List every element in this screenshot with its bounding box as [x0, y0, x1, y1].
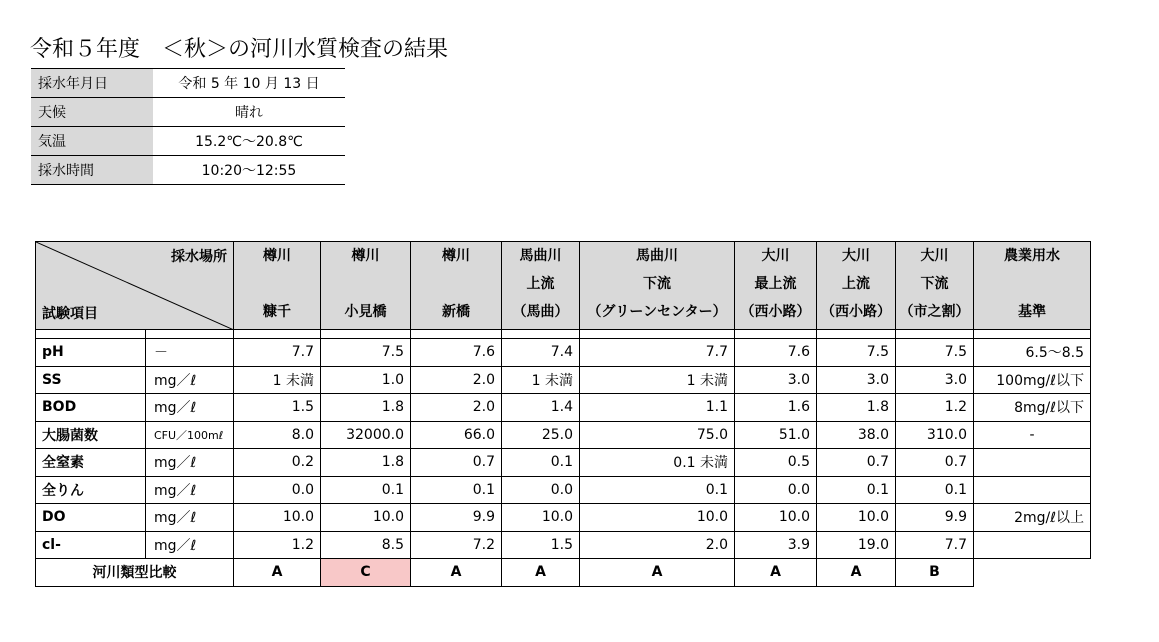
value-cell: 0.1: [321, 476, 411, 504]
value-cell: 32000.0: [321, 421, 411, 449]
value-cell: 7.7: [896, 531, 974, 559]
column-header: [817, 242, 896, 330]
unit-cell: mg／ℓ: [146, 394, 234, 422]
column-header-line: （市之割）: [899, 304, 970, 320]
water-quality-table: [35, 241, 1091, 587]
test-item-name: SS: [36, 366, 146, 394]
value-cell: 2.0: [411, 366, 502, 394]
spacer-cell: [146, 330, 234, 339]
column-header-line: （西小路）: [740, 304, 811, 320]
standard-cell: 2mg/ℓ以上: [974, 504, 1091, 532]
column-header-line: 下流: [920, 276, 949, 292]
river-type-comparison-row: [36, 559, 1091, 587]
corner-header-cell: [36, 242, 234, 330]
river-type-cell: A: [234, 559, 321, 587]
test-item-name: 全りん: [36, 476, 146, 504]
info-row: [31, 69, 345, 98]
value-cell: 1 未満: [234, 366, 321, 394]
info-row: [31, 156, 345, 185]
value-cell: 7.5: [896, 339, 974, 367]
value-cell: 9.9: [411, 504, 502, 532]
value-cell: 1 未満: [502, 366, 580, 394]
value-cell: 10.0: [502, 504, 580, 532]
value-cell: 10.0: [735, 504, 817, 532]
value-cell: 10.0: [817, 504, 896, 532]
table-row: [36, 394, 1091, 422]
value-cell: 7.6: [411, 339, 502, 367]
spacer-cell: [321, 330, 411, 339]
value-cell: 1.6: [735, 394, 817, 422]
river-type-cell: A: [502, 559, 580, 587]
value-cell: 1.8: [321, 394, 411, 422]
test-item-name: cl-: [36, 531, 146, 559]
unit-cell: mg／ℓ: [146, 504, 234, 532]
standard-cell: [974, 531, 1091, 559]
value-cell: 1.8: [817, 394, 896, 422]
value-cell: 0.0: [234, 476, 321, 504]
sampling-info-table: [31, 68, 345, 185]
column-header-line: 糠千: [263, 304, 291, 320]
value-cell: 9.9: [896, 504, 974, 532]
column-header-line: 上流: [842, 276, 870, 292]
standard-cell: [974, 449, 1091, 477]
river-type-cell: A: [411, 559, 502, 587]
unit-cell: mg／ℓ: [146, 366, 234, 394]
value-cell: 7.5: [321, 339, 411, 367]
spacer-cell: [580, 330, 735, 339]
value-cell: 310.0: [896, 421, 974, 449]
info-value: 15.2℃～20.8℃: [153, 127, 345, 156]
spacer-cell: [502, 330, 580, 339]
unit-cell: mg／ℓ: [146, 476, 234, 504]
empty-cell: [974, 559, 1091, 587]
page-title: 令和５年度 ＜秋＞の河川水質検査の結果: [30, 37, 449, 62]
value-cell: 3.0: [896, 366, 974, 394]
info-row: [31, 98, 345, 127]
spacer-cell: [36, 330, 146, 339]
info-label: 採水時間: [31, 156, 153, 185]
value-cell: 0.5: [735, 449, 817, 477]
test-item-name: pH: [36, 339, 146, 367]
value-cell: 7.2: [411, 531, 502, 559]
test-item-name: 大腸菌数: [36, 421, 146, 449]
column-header: [896, 242, 974, 330]
value-cell: 1.1: [580, 394, 735, 422]
spacer-cell: [896, 330, 974, 339]
column-header: [502, 242, 580, 330]
test-item-name: BOD: [36, 394, 146, 422]
info-row: [31, 127, 345, 156]
standard-cell: 100mg/ℓ以下: [974, 366, 1091, 394]
standard-cell: 8mg/ℓ以下: [974, 394, 1091, 422]
column-header-line: 基準: [1018, 304, 1046, 320]
column-header-line: （グリーンセンター）: [587, 304, 727, 320]
value-cell: 0.7: [411, 449, 502, 477]
value-cell: 0.0: [502, 476, 580, 504]
value-cell: 0.7: [896, 449, 974, 477]
unit-cell: mg／ℓ: [146, 531, 234, 559]
value-cell: 7.7: [234, 339, 321, 367]
value-cell: 7.7: [580, 339, 735, 367]
column-header: [974, 242, 1091, 330]
value-cell: 75.0: [580, 421, 735, 449]
value-cell: 38.0: [817, 421, 896, 449]
column-header-line: （西小路）: [821, 304, 891, 320]
table-row: [36, 339, 1091, 367]
value-cell: 1 未満: [580, 366, 735, 394]
value-cell: 7.4: [502, 339, 580, 367]
column-header-line: [411, 270, 501, 298]
sampling-site-label: 採水場所: [171, 249, 227, 265]
value-cell: 51.0: [735, 421, 817, 449]
river-type-cell: A: [735, 559, 817, 587]
column-header-line: 大川: [842, 248, 870, 264]
value-cell: 8.0: [234, 421, 321, 449]
info-label: 採水年月日: [31, 69, 153, 98]
spacer-cell: [234, 330, 321, 339]
column-header-line: 新橋: [442, 304, 470, 320]
standard-cell: 6.5～8.5: [974, 339, 1091, 367]
spacer-cell: [817, 330, 896, 339]
value-cell: 0.1: [411, 476, 502, 504]
standard-cell: [974, 476, 1091, 504]
value-cell: 25.0: [502, 421, 580, 449]
river-type-cell: C: [321, 559, 411, 587]
value-cell: 66.0: [411, 421, 502, 449]
value-cell: 2.0: [411, 394, 502, 422]
column-header-line: 樽川: [263, 248, 291, 264]
table-row: [36, 449, 1091, 477]
column-header-line: 大川: [920, 248, 949, 264]
column-header-line: 最上流: [754, 276, 797, 292]
info-value: 令和 5 年 10 月 13 日: [153, 69, 345, 98]
value-cell: 19.0: [817, 531, 896, 559]
value-cell: 7.5: [817, 339, 896, 367]
value-cell: 10.0: [234, 504, 321, 532]
test-item-name: 全窒素: [36, 449, 146, 477]
unit-cell: －: [146, 339, 234, 367]
river-type-cell: A: [580, 559, 735, 587]
comparison-label: 河川類型比較: [36, 559, 234, 587]
column-header: [580, 242, 735, 330]
info-value: 晴れ: [153, 98, 345, 127]
river-type-cell: B: [896, 559, 974, 587]
test-item-label: 試験項目: [42, 306, 98, 322]
column-header-line: 馬曲川: [636, 248, 678, 264]
column-header-line: 樽川: [351, 248, 380, 264]
column-header: [321, 242, 411, 330]
column-header-line: 農業用水: [1004, 248, 1060, 264]
value-cell: 1.0: [321, 366, 411, 394]
value-cell: 8.5: [321, 531, 411, 559]
value-cell: 0.2: [234, 449, 321, 477]
value-cell: 3.0: [817, 366, 896, 394]
column-header-line: 下流: [643, 276, 671, 292]
value-cell: 0.0: [735, 476, 817, 504]
unit-cell: mg／ℓ: [146, 449, 234, 477]
spacer-row: [36, 330, 1091, 339]
column-header-line: [321, 270, 410, 298]
table-row: [36, 366, 1091, 394]
column-header-line: 上流: [526, 276, 555, 292]
info-label: 天候: [31, 98, 153, 127]
value-cell: 3.9: [735, 531, 817, 559]
value-cell: 10.0: [580, 504, 735, 532]
column-header-line: [234, 270, 320, 298]
value-cell: 10.0: [321, 504, 411, 532]
table-row: [36, 504, 1091, 532]
table-row: [36, 421, 1091, 449]
river-type-cell: A: [817, 559, 896, 587]
value-cell: 1.4: [502, 394, 580, 422]
value-cell: 0.1: [580, 476, 735, 504]
value-cell: 1.2: [234, 531, 321, 559]
value-cell: 0.1: [502, 449, 580, 477]
value-cell: 1.5: [234, 394, 321, 422]
value-cell: 1.2: [896, 394, 974, 422]
unit-cell: CFU／100mℓ: [146, 421, 234, 449]
column-header-line: 大川: [761, 248, 790, 264]
value-cell: 3.0: [735, 366, 817, 394]
column-header: [234, 242, 321, 330]
column-header-line: 小見橋: [344, 304, 387, 320]
header-row: [36, 242, 1091, 330]
column-header-line: 馬曲川: [519, 248, 562, 264]
info-label: 気温: [31, 127, 153, 156]
spacer-cell: [411, 330, 502, 339]
test-item-name: DO: [36, 504, 146, 532]
column-header-line: （馬曲）: [512, 304, 569, 320]
standard-cell: -: [974, 421, 1091, 449]
column-header: [735, 242, 817, 330]
value-cell: 2.0: [580, 531, 735, 559]
value-cell: 7.6: [735, 339, 817, 367]
value-cell: 0.7: [817, 449, 896, 477]
column-header: [411, 242, 502, 330]
value-cell: 1.8: [321, 449, 411, 477]
value-cell: 0.1 未満: [580, 449, 735, 477]
value-cell: 0.1: [817, 476, 896, 504]
column-header-line: [974, 270, 1090, 298]
table-row: [36, 531, 1091, 559]
value-cell: 0.1: [896, 476, 974, 504]
column-header-line: 樽川: [442, 248, 470, 264]
value-cell: 1.5: [502, 531, 580, 559]
table-row: [36, 476, 1091, 504]
spacer-cell: [735, 330, 817, 339]
info-value: 10:20～12:55: [153, 156, 345, 185]
spacer-cell: [974, 330, 1091, 339]
